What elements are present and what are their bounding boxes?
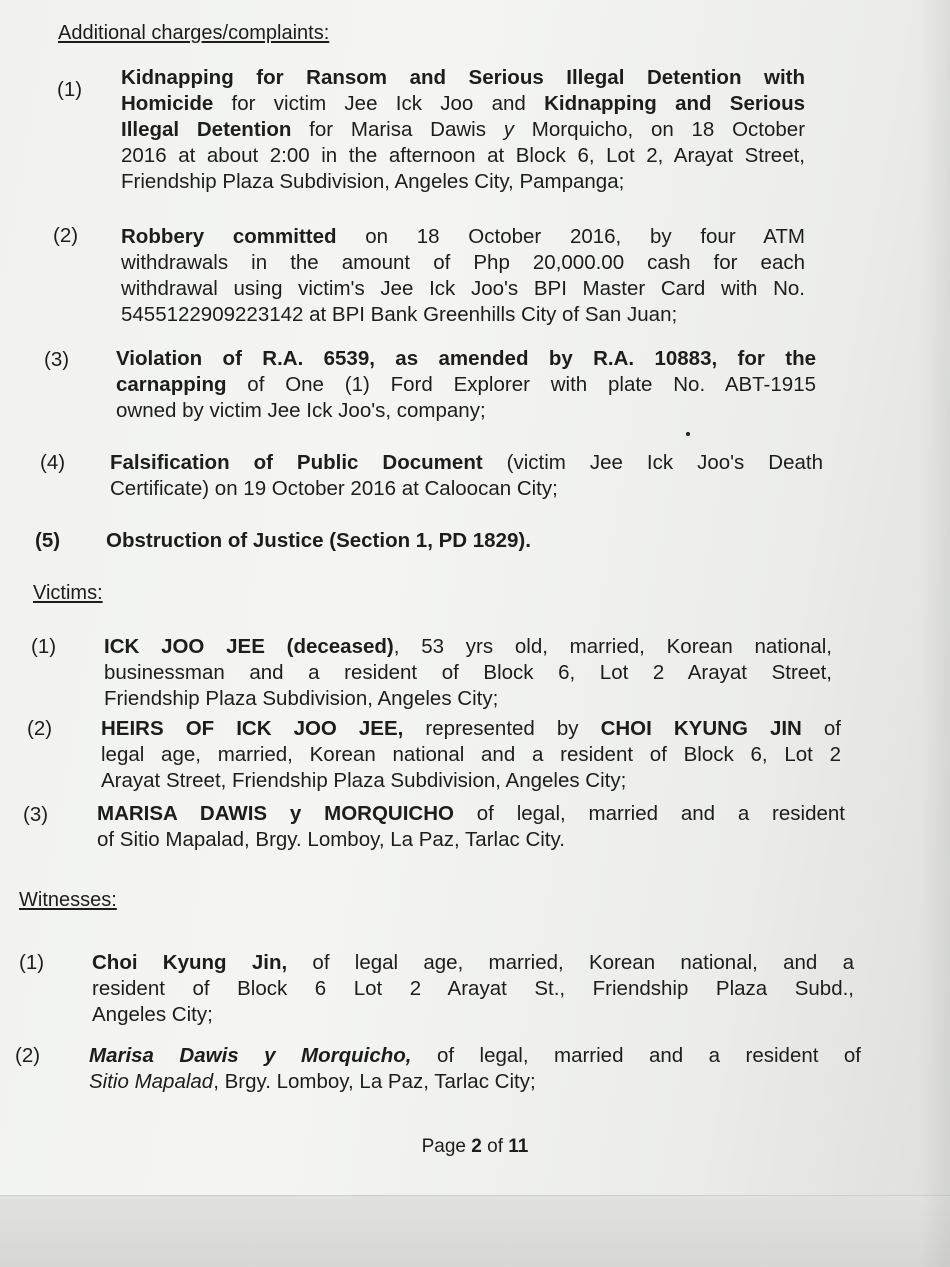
victim-3-line-2: of Sitio Mapalad, Brgy. Lomboy, La Paz, Tarlac City. [97,828,565,851]
victim-1-line-3: Friendship Plaza Subdivision, Angeles City; [104,687,499,710]
victim-1-line-1: ICK JOO JEE (deceased), 53 yrs old, married, Korean national, [104,635,832,658]
charges-heading: Additional charges/complaints: [58,22,330,44]
victim-1-number: (1) [31,635,57,658]
witness-1-line-3: Angeles City; [92,1003,213,1026]
charge-3-line-3: owned by victim Jee Ick Joo's, company; [116,399,486,422]
page-of-word: of [481,1136,509,1157]
charge-5-number: (5) [35,529,61,552]
witness-2-number: (2) [15,1044,41,1067]
witnesses-heading: Witnesses: [19,889,117,911]
victim-2-text [101,716,841,794]
page-bottom-edge [0,1195,950,1267]
victim-1-text [104,634,832,712]
witness-1-text [92,950,854,1028]
charge-2-number: (2) [53,224,79,247]
stray-mark [686,432,690,436]
charge-1-line-4: 2016 at about 2:00 in the afternoon at Block 6, Lot 2, Arayat Street, [121,144,805,167]
charge-1-text [121,65,805,195]
page-word: Page [421,1136,472,1157]
victims-heading: Victims: [33,582,103,604]
victim-2-number: (2) [27,717,53,740]
victim-3-text [97,801,845,853]
victim-2-line-1: HEIRS OF ICK JOO JEE, represented by CHOI KYUNG JIN of [101,717,841,740]
charge-3-text [116,346,816,424]
charge-1-number: (1) [57,78,83,101]
witness-2-line-1: Marisa Dawis y Morquicho, of legal, married and a resident of [89,1044,862,1067]
charge-2-line-3: withdrawal using victim's Jee Ick Joo's BPI Master Card with No. [121,277,805,300]
victim-3-number: (3) [23,803,49,826]
page-number-footer [0,1136,950,1158]
page-current: 2 [471,1136,482,1157]
witness-2-text [89,1043,861,1095]
victim-1-line-2: businessman and a resident of Block 6, Lot 2 Arayat Street, [104,661,832,684]
charge-2-line-1: Robbery committed on 18 October 2016, by four ATM [121,225,805,248]
charge-5-text [106,528,531,554]
page-total: 11 [508,1136,529,1157]
victim-3-line-1: MARISA DAWIS y MORQUICHO of legal, married and a resident [97,802,845,825]
charge-4-number: (4) [40,451,66,474]
victim-2-line-2: legal age, married, Korean national and a resident of Block 6, Lot 2 [101,743,841,766]
charge-1-line-5: Friendship Plaza Subdivision, Angeles City, Pampanga; [121,170,625,193]
witness-2-line-2: Sitio Mapalad, Brgy. Lomboy, La Paz, Tarlac City; [89,1070,536,1093]
witness-1-number: (1) [19,951,45,974]
charge-3-number: (3) [44,348,70,371]
charge-1-line-2: Homicide for victim Jee Ick Joo and Kidnapping and Serious [121,92,805,115]
victim-2-line-3: Arayat Street, Friendship Plaza Subdivision, Angeles City; [101,769,627,792]
charge-2-line-4: 5455122909223142 at BPI Bank Greenhills City of San Juan; [121,303,678,326]
charge-3-line-1: Violation of R.A. 6539, as amended by R.A. 10883, for the [116,347,816,370]
charge-3-line-2: carnapping of One (1) Ford Explorer with plate No. ABT-1915 [116,373,816,396]
charge-1-line-3: Illegal Detention for Marisa Dawis y Morquicho, on 18 October [121,118,806,141]
charge-2-line-2: withdrawals in the amount of Php 20,000.00 cash for each [121,251,805,274]
charge-1-line-1: Kidnapping for Ransom and Serious Illegal Detention with [121,66,805,89]
witness-1-line-2: resident of Block 6 Lot 2 Arayat St., Friendship Plaza Subd., [92,977,854,1000]
charge-4-text [110,450,823,502]
charge-2-text [121,224,805,328]
witness-1-line-1: Choi Kyung Jin, of legal age, married, Korean national, and a [92,951,854,974]
charge-4-line-2: Certificate) on 19 October 2016 at Caloocan City; [110,477,558,500]
charge-4-line-1: Falsification of Public Document (victim Jee Ick Joo's Death [110,451,823,474]
charge-5-line-1: Obstruction of Justice (Section 1, PD 1829). [106,529,531,552]
